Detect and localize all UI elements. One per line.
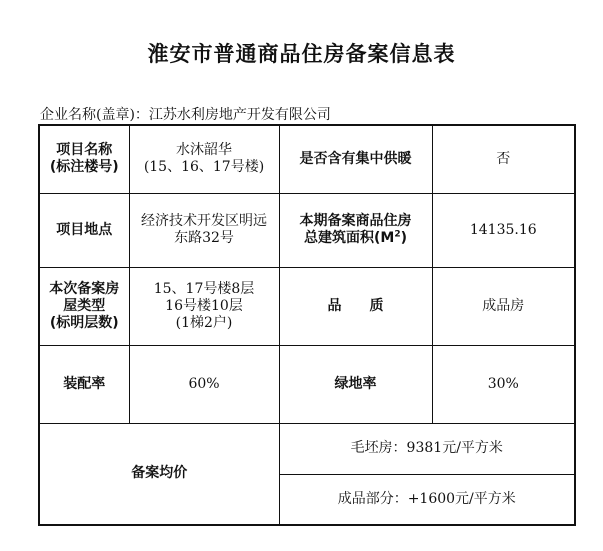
central-heating-value: 否 bbox=[432, 125, 575, 193]
quality-label: 品 质 bbox=[279, 267, 432, 345]
assembly-rate-value: 60% bbox=[129, 345, 279, 423]
table-row bbox=[39, 125, 575, 193]
rough-house-price: 毛坯房：9381元/平方米 bbox=[279, 423, 575, 474]
average-price-label: 备案均价 bbox=[39, 423, 279, 525]
green-rate-value: 30% bbox=[432, 345, 575, 423]
quality-value: 成品房 bbox=[432, 267, 575, 345]
assembly-rate-label: 装配率 bbox=[39, 345, 129, 423]
central-heating-label: 是否含有集中供暖 bbox=[279, 125, 432, 193]
green-rate-label: 绿地率 bbox=[279, 345, 432, 423]
project-name-label: 项目名称 (标注楼号) bbox=[39, 125, 129, 193]
total-area-value: 14135.16 bbox=[432, 193, 575, 267]
housing-type-value: 15、17号楼8层 16号楼10层 (1梯2户) bbox=[129, 267, 279, 345]
table-row bbox=[39, 423, 575, 474]
project-name-value: 水沐韶华 (15、16、17号楼) bbox=[129, 125, 279, 193]
company-name: 企业名称(盖章)：江苏水利房地产开发有限公司 bbox=[40, 107, 331, 123]
finished-part-price: 成品部分：+1600元/平方米 bbox=[279, 474, 575, 525]
table-row bbox=[39, 345, 575, 423]
project-location-value: 经济技术开发区明远 东路32号 bbox=[129, 193, 279, 267]
table-row bbox=[39, 193, 575, 267]
table-row bbox=[39, 267, 575, 345]
total-area-label: 本期备案商品住房 总建筑面积$(M^2)$ bbox=[279, 193, 432, 267]
page-title: 淮安市普通商品住房备案信息表 bbox=[147, 42, 456, 66]
housing-type-label: 本次备案房 屋类型 (标明层数) bbox=[39, 267, 129, 345]
filing-table bbox=[38, 124, 576, 526]
project-location-label: 项目地点 bbox=[39, 193, 129, 267]
